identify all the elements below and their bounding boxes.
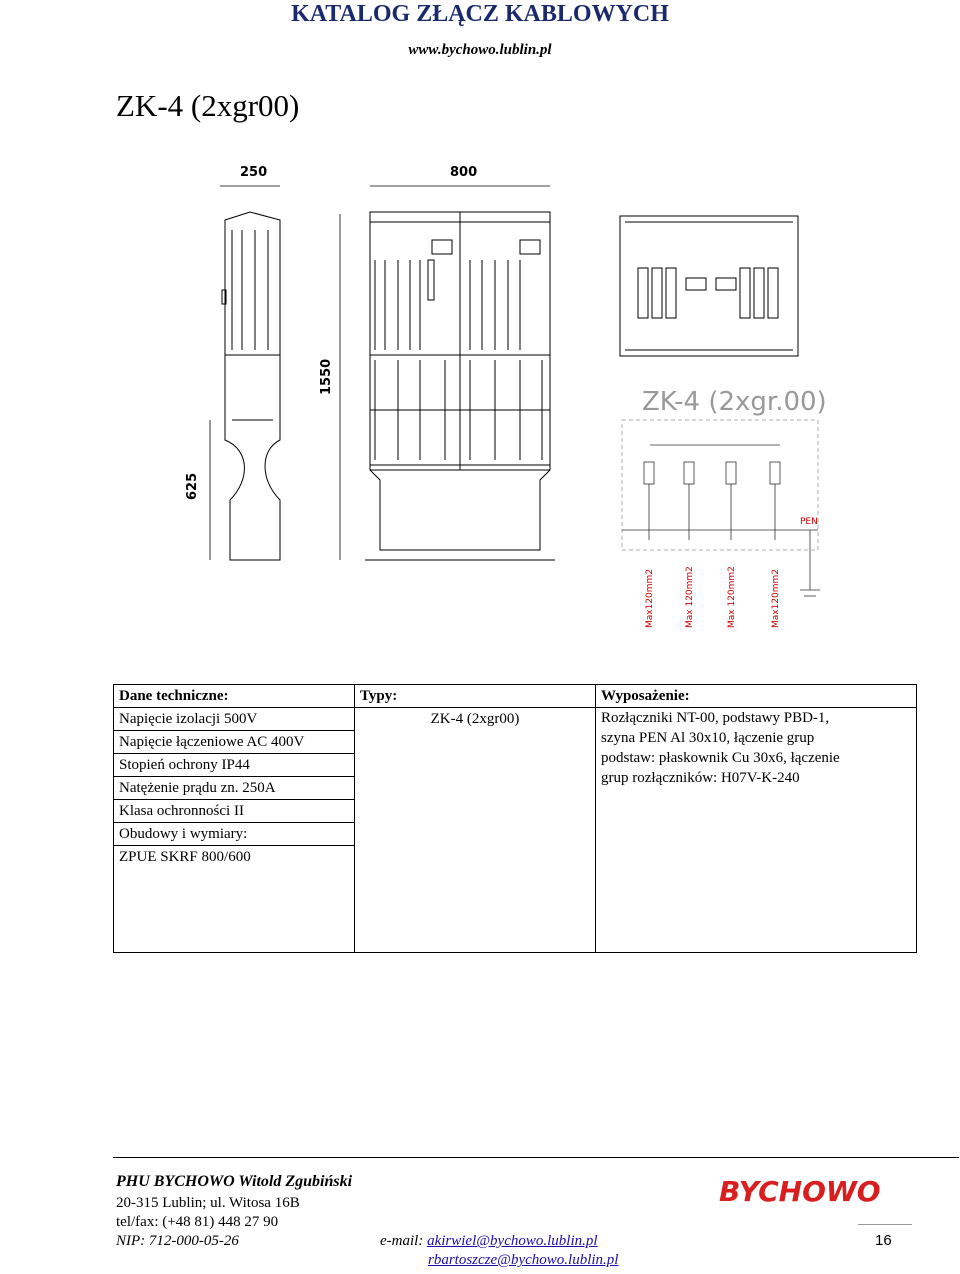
equipment-line-2: szyna PEN Al 30x10, łączenie grup: [601, 730, 815, 746]
spec-row-1: Napięcie łączeniowe AC 400V: [114, 731, 355, 754]
spec-row-5: Obudowy i wymiary:: [114, 823, 355, 846]
bychowo-logo: [715, 1172, 915, 1208]
dim-800-label: 800: [450, 165, 478, 180]
dim-1550-label: 1550: [319, 358, 334, 395]
dim-625-label: 625: [185, 472, 200, 500]
footer-company: PHU BYCHOWO Witold Zgubiński: [116, 1173, 353, 1190]
footer-tel: tel/fax: (+48 81) 448 27 90: [116, 1214, 279, 1230]
specification-table: [113, 684, 917, 953]
table-row: [114, 708, 917, 731]
spec-row-6: ZPUE SKRF 800/600: [114, 846, 355, 953]
front-view: [365, 212, 555, 560]
footer-address: 20-315 Lublin; ul. Witosa 16B: [116, 1195, 300, 1211]
catalog-title: KATALOG ZŁĄCZ KABLOWYCH: [291, 1, 669, 27]
dim-250-label: 250: [240, 165, 268, 180]
cable-label-3: Max 120mm2: [727, 566, 737, 628]
email-label: e-mail:: [380, 1233, 424, 1249]
technical-drawing: [170, 150, 860, 640]
page-number-rule: [858, 1224, 912, 1225]
footer-email: [380, 1233, 598, 1250]
equipment-cell: [596, 708, 917, 953]
footer-divider: [113, 1157, 959, 1158]
panel-interior: [620, 216, 798, 356]
spec-row-3: Natężenie prądu zn. 250A: [114, 777, 355, 800]
email-link-2[interactable]: rbartoszcze@bychowo.lublin.pl: [428, 1252, 619, 1268]
pen-label: PEN: [800, 517, 818, 527]
spec-row-0: Napięcie izolacji 500V: [114, 708, 355, 731]
header-typy: Typy:: [355, 685, 596, 708]
equipment-line-1: Rozłączniki NT-00, podstawy PBD-1,: [601, 710, 830, 726]
schematic-title: ZK-4 (2xgr.00): [642, 387, 827, 417]
cable-label-2: Max 120mm2: [685, 566, 695, 628]
cable-label-1: Max120mm2: [645, 568, 655, 628]
type-value: ZK-4 (2xgr00): [355, 708, 596, 953]
page-number: 16: [875, 1232, 892, 1249]
website-url[interactable]: www.bychowo.lublin.pl: [408, 42, 552, 58]
table-header-row: [114, 685, 917, 708]
email-link-1[interactable]: akirwiel@bychowo.lublin.pl: [427, 1233, 598, 1249]
footer-nip: NIP: 712-000-05-26: [116, 1233, 239, 1249]
product-title: ZK-4 (2xgr00): [116, 88, 300, 123]
equipment-line-4: grup rozłączników: H07V-K-240: [601, 770, 800, 786]
side-view: [222, 212, 280, 560]
header-wyposazenie: Wyposażenie:: [596, 685, 917, 708]
header-dane-techniczne: Dane techniczne:: [114, 685, 355, 708]
logo-text: BYCHOWO: [719, 1175, 881, 1208]
footer-email-2: [428, 1252, 618, 1269]
equipment-line-3: podstaw: płaskownik Cu 30x6, łączenie: [601, 750, 840, 766]
cable-label-4: Max120mm2: [771, 568, 781, 628]
spec-row-4: Klasa ochronności II: [114, 800, 355, 823]
spec-row-2: Stopień ochrony IP44: [114, 754, 355, 777]
